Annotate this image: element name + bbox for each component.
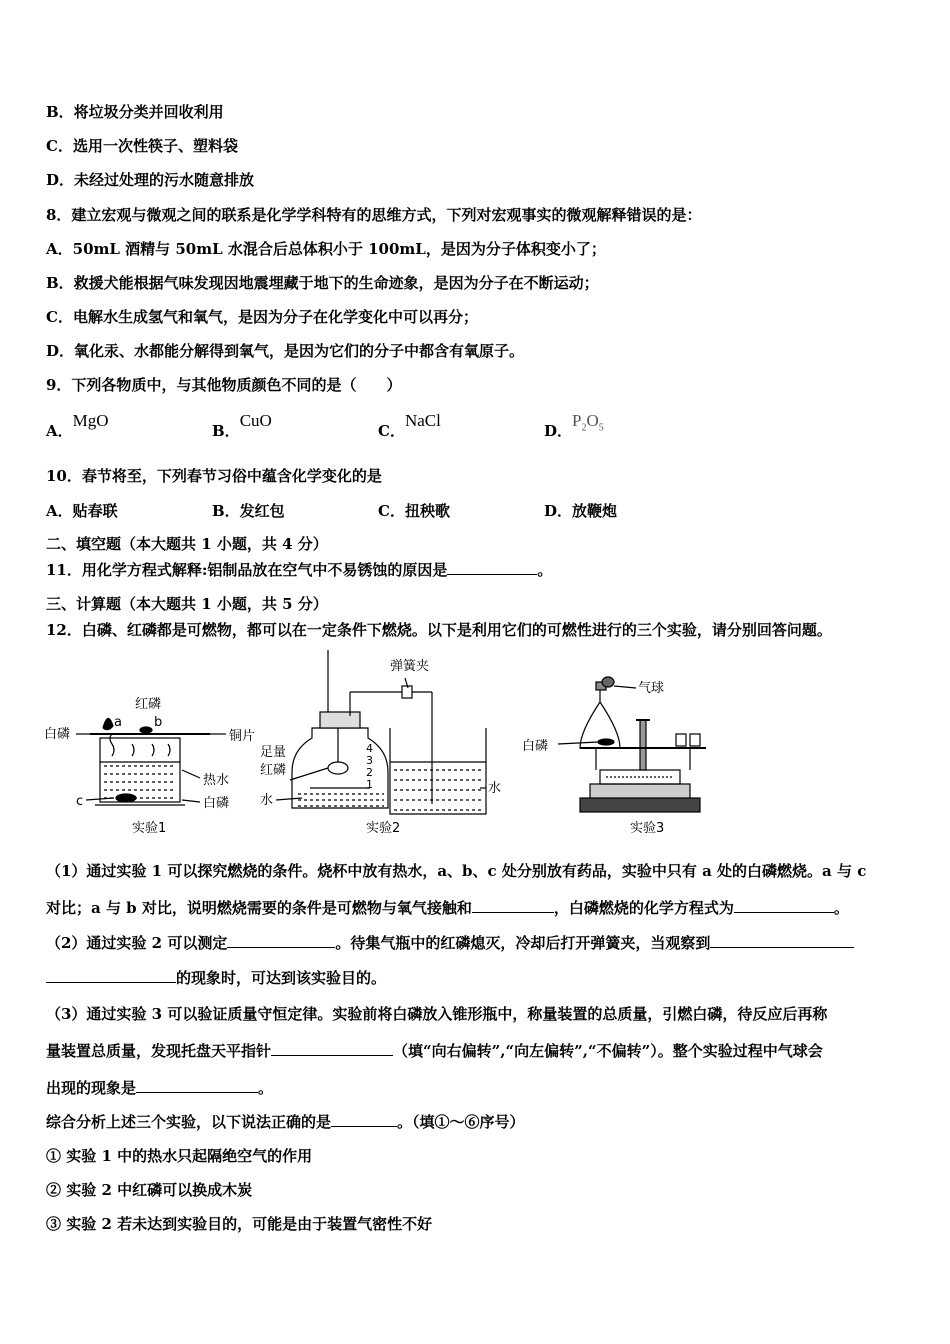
q12-part3-line1: （3）通过实验 3 可以验证质量守恒定律。实验前将白磷放入锥形瓶中，称量装置的总质量，引燃白磷，待反应后再称	[46, 1005, 828, 1023]
exp1-caption: 实验1	[132, 821, 167, 836]
exp3-label-balloon: 气球	[638, 681, 665, 696]
section-3-heading: 三、计算题（本大题共 1 小题，共 5 分）	[46, 595, 328, 613]
exp2-scale-3: 3	[366, 754, 373, 767]
answer-blank[interactable]	[472, 898, 554, 913]
exp1-label-b: b	[154, 715, 163, 730]
q9-option-a: A．MgO	[46, 411, 109, 440]
exp3-caption: 实验3	[630, 821, 665, 836]
q10-stem: 10．春节将至，下列春节习俗中蕴含化学变化的是	[46, 467, 382, 485]
answer-blank[interactable]	[271, 1041, 393, 1056]
q9-option-c: C．NaCl	[378, 411, 441, 440]
answer-blank[interactable]	[447, 560, 537, 575]
formula-mgo: MgO	[72, 411, 109, 430]
experiment-1-diagram	[76, 718, 226, 805]
q12-stem: 12．白磷、红磷都是可燃物，都可以在一定条件下燃烧。以下是利用它们的可燃性进行的三个实验，请分别回答问题。	[46, 621, 832, 639]
q11: 11．用化学方程式解释:铝制品放在空气中不易锈蚀的原因是 。	[46, 561, 553, 579]
section-2-heading: 二、填空题（本大题共 1 小题，共 4 分）	[46, 535, 328, 553]
q12-part3-line2: 量装置总质量，发现托盘天平指针 （填“向右偏转”,“向左偏转”,“不偏转”）。整个实验过程中气球会	[46, 1042, 823, 1060]
answer-blank[interactable]	[227, 933, 335, 948]
q7-option-d: D．未经过处理的污水随意排放	[46, 171, 255, 189]
q12-part1-line2: 对比；a 与 b 对比，说明燃烧需要的条件是可燃物与氧气接触和 ，白磷燃烧的化学方程式为 。	[46, 899, 849, 917]
formula-cuo: CuO	[239, 411, 272, 430]
q7-option-c: C．选用一次性筷子、塑料袋	[46, 137, 238, 155]
q12-part2-line2: 的现象时，可达到该实验目的。	[46, 968, 386, 988]
answer-blank[interactable]	[734, 898, 834, 913]
q10-option-a: A．贴春联	[46, 502, 118, 520]
q9-option-b: B．CuO	[212, 411, 272, 440]
exp2-scale-1: 1	[366, 778, 373, 791]
q12-part1-line1: （1）通过实验 1 可以探究燃烧的条件。烧杯中放有热水，a、b、c 处分别放有药品，实验中只有 a 处的白磷燃烧。a 与 c	[46, 862, 867, 880]
q12-statement-3: ③ 实验 2 若未达到实验目的，可能是由于装置气密性不好	[46, 1215, 433, 1233]
exp1-label-copper-sheet: 铜片	[229, 729, 256, 744]
q10-option-b: B．发红包	[212, 502, 285, 520]
q9-option-d: D．$P_2O_5$	[544, 411, 604, 440]
exp2-label-water-beaker: 水	[488, 781, 502, 796]
q12-part2-line1: （2）通过实验 2 可以测定 。待集气瓶中的红磷熄灭，冷却后打开弹簧夹，当观察到	[46, 933, 854, 953]
answer-blank[interactable]	[331, 1112, 397, 1127]
exp1-label-a: a	[114, 715, 122, 730]
q10-option-c: C．扭秧歌	[378, 502, 450, 520]
exp2-label-sufficient: 足量	[260, 745, 287, 760]
formula-nacl: NaCl	[404, 411, 441, 430]
answer-blank[interactable]	[710, 933, 854, 948]
exp2-scale-2: 2	[366, 766, 373, 779]
formula-p2o5: $P_2O_5$	[572, 411, 604, 434]
exp3-label-white-phosphorus: 白磷	[522, 739, 549, 754]
exp2-label-water-bottle: 水	[260, 793, 274, 808]
exp2-scale-4: 4	[366, 742, 373, 755]
experiment-figures	[40, 648, 920, 843]
exp1-label-white-phosphorus-bottom: 白磷	[203, 796, 230, 811]
q8-stem: 8．建立宏观与微观之间的联系是化学学科特有的思维方式，下列对宏观事实的微观解释错误的是：	[46, 206, 702, 224]
q8-option-b: B．救援犬能根据气味发现因地震埋藏于地下的生命迹象，是因为分子在不断运动；	[46, 274, 599, 292]
exp1-label-white-phosphorus-top: 白磷	[44, 727, 71, 742]
q8-option-d: D．氧化汞、水都能分解得到氧气，是因为它们的分子中都含有氧原子。	[46, 342, 525, 360]
q8-option-c: C．电解水生成氢气和氧气，是因为分子在化学变化中可以再分；	[46, 308, 478, 326]
answer-blank[interactable]	[46, 968, 176, 983]
exp1-label-c: c	[76, 794, 84, 809]
q12-summary: 综合分析上述三个实验，以下说法正确的是 。（填①～⑥序号）	[46, 1113, 525, 1131]
q9-stem: 9．下列各物质中，与其他物质颜色不同的是（ ）	[46, 376, 402, 394]
exp2-label-red-phosphorus: 红磷	[260, 763, 287, 778]
q12-part3-line3: 出现的现象是 。	[46, 1079, 274, 1097]
exp1-label-red-phosphorus: 红磷	[135, 697, 162, 712]
q12-statement-2: ② 实验 2 中红磷可以换成木炭	[46, 1181, 253, 1199]
exp1-label-hot-water: 热水	[203, 773, 230, 788]
q7-option-b: B．将垃圾分类并回收利用	[46, 103, 224, 121]
exp2-label-spring-clip: 弹簧夹	[390, 659, 430, 674]
exp2-caption: 实验2	[366, 821, 401, 836]
q10-option-d: D．放鞭炮	[544, 502, 618, 520]
experiment-3-diagram	[558, 677, 706, 812]
experiment-2-diagram	[276, 650, 486, 814]
q8-option-a: A．50mL 酒精与 50mL 水混合后总体积小于 100mL，是因为分子体积变小了；	[46, 240, 606, 258]
answer-blank[interactable]	[136, 1078, 258, 1093]
q12-statement-1: ① 实验 1 中的热水只起隔绝空气的作用	[46, 1147, 313, 1165]
